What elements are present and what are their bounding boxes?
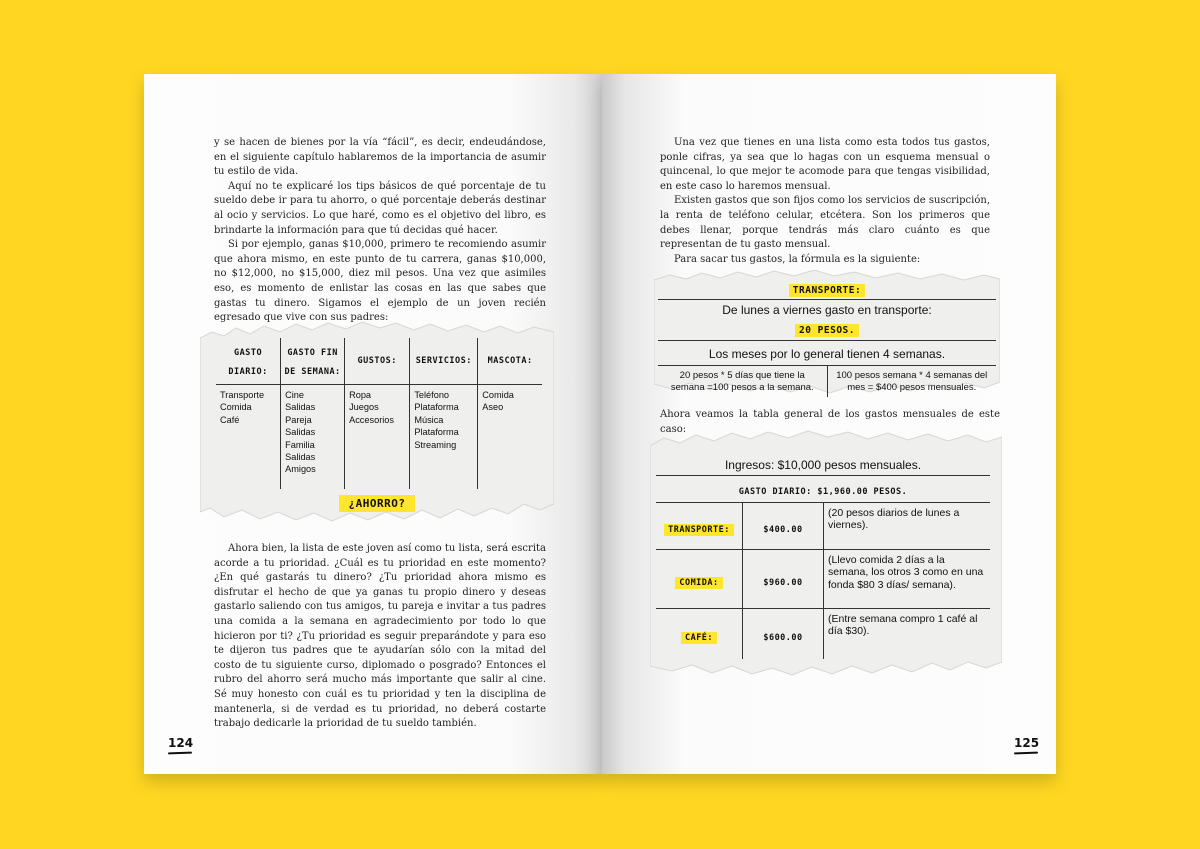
- right-intro-text: [660, 136, 990, 267]
- list-item: Salidas: [285, 427, 316, 438]
- paragraph: Ahora veamos la tabla general de los gastos mensuales de este caso:: [660, 409, 1000, 435]
- list-item: Comida: [482, 390, 514, 400]
- row-label-cell: [656, 503, 743, 550]
- list-item: Pareja: [285, 414, 312, 425]
- row-label-cell: [656, 609, 743, 660]
- row-note: (20 pesos diarios de lunes a viernes).: [824, 503, 991, 550]
- row-amount-cell: [743, 550, 824, 609]
- underline-swash: [1014, 752, 1038, 755]
- transport-paper: [654, 270, 1000, 394]
- monthly-paper: [650, 430, 1002, 678]
- col-header: MASCOTA:: [478, 338, 542, 385]
- list-item: Teléfono: [414, 390, 450, 400]
- list-item: Plataforma: [414, 427, 459, 438]
- paragraph: Si por ejemplo, ganas $10,000, primero te recomiendo asumir que ahora mismo, en este punto de tu carrera, ganas $10,000, no $12,000, no $15,000, diez mil pesos. Una vez que asimiles eso, es momento de enlistar las cosas en las que sabes que gastas tu dinero. Sigamos el ejemplo de un joven recién egresado que vive con sus padres:: [214, 239, 546, 324]
- list-item: Streaming: [414, 439, 457, 450]
- transport-line2: Los meses por lo general tienen 4 semanas.: [658, 341, 996, 366]
- list-item: Amigos: [285, 464, 316, 475]
- col-items: [410, 385, 478, 490]
- left-body-text: [214, 542, 546, 732]
- income-line: Ingresos: $10,000 pesos mensuales.: [656, 458, 990, 476]
- col-header: GUSTOS:: [345, 338, 410, 385]
- list-item: Transporte: [220, 390, 265, 400]
- col-header: GASTO DIARIO:: [216, 338, 281, 385]
- col-header: SERVICIOS:: [410, 338, 478, 385]
- row-amount-cell: [743, 503, 824, 550]
- page-number-left: 124: [168, 736, 193, 754]
- list-item: Salidas: [285, 452, 316, 463]
- list-item: Juegos: [349, 402, 379, 413]
- left-page: [144, 74, 602, 774]
- paragraph: Existen gastos que son fijos como los servicios de suscripción, la renta de teléfono celular, etcétera. Son los primeros que debes llenar, porque tendrás más claro cuánto es que representan de tu gasto mensual.: [660, 195, 990, 251]
- list-item: Música: [414, 414, 444, 425]
- row-amount-cell: [743, 609, 824, 660]
- col-header: GASTO FIN DE SEMANA:: [281, 338, 345, 385]
- table-row: [656, 550, 990, 609]
- transport-calc-left: 20 pesos * 5 días que tiene la semana =100 pesos a la semana.: [670, 370, 814, 393]
- transport-line1: De lunes a viernes gasto en transporte:: [722, 303, 932, 317]
- row-amount: $600.00: [763, 632, 803, 643]
- row-label: TRANSPORTE:: [664, 524, 734, 536]
- underline-swash: [168, 752, 192, 755]
- col-items: [216, 385, 281, 490]
- paragraph: Para sacar tus gastos, la fórmula es la siguiente:: [674, 253, 921, 265]
- transport-title: TRANSPORTE:: [789, 284, 865, 297]
- transport-amount: 20 PESOS.: [795, 324, 859, 337]
- col-items: [345, 385, 410, 490]
- transport-title-row: [658, 278, 996, 300]
- monthly-table: [656, 503, 990, 659]
- daily-total: GASTO DIARIO: $1,960.00 PESOS.: [738, 487, 908, 497]
- list-item: Accesorios: [349, 414, 395, 425]
- list-item: Ropa: [349, 390, 372, 400]
- transport-content: [658, 278, 996, 397]
- savings-label: ¿AHORRO?: [339, 495, 416, 512]
- paragraph: y se hacen de bienes por la vía “fácil”, es decir, endeudándose, en el siguiente capítulo hablaremos de la importancia de asumir tu estilo de vida.: [214, 137, 546, 178]
- list-item: Cine: [285, 390, 305, 400]
- list-item: Café: [220, 414, 240, 425]
- table-row: [656, 609, 990, 660]
- paragraph: Aquí no te explicaré los tips básicos de qué porcentaje de tu sueldo debe ir para tu ahorro, o qué porcentaje deberás destinar al ocio y servicios. Lo que haré, como es el objetivo del libro, es brindarte la información para que tú decidas qué hacer.: [214, 180, 546, 236]
- row-label: COMIDA:: [675, 577, 722, 589]
- list-item: Salidas: [285, 402, 316, 413]
- row-amount: $400.00: [763, 524, 803, 535]
- savings-label-wrap: [200, 492, 554, 511]
- table-row: [656, 503, 990, 550]
- transport-amount-row: [658, 318, 996, 341]
- row-label-cell: [656, 550, 743, 609]
- left-intro-text: [214, 136, 546, 326]
- list-item: Comida: [220, 402, 252, 413]
- row-label: CAFÉ:: [681, 632, 717, 644]
- col-items: [281, 385, 345, 490]
- row-amount: $960.00: [763, 577, 803, 588]
- paragraph: Una vez que tienes en una lista como esta todos tus gastos, ponle cifras, ya sea que lo hagas con un esquema mensual o quincenal, lo que mejor te acomode para que tengas visibilidad, en este caso lo haremos mensual.: [660, 137, 990, 192]
- expense-list-paper: [200, 320, 554, 526]
- right-page: [602, 74, 1056, 774]
- transport-calc-right: 100 pesos semana * 4 semanas del mes = $400 pesos mensuales.: [836, 370, 988, 393]
- transport-calc-row: [658, 366, 996, 397]
- expense-table: [216, 338, 542, 489]
- row-note: (Llevo comida 2 días a la semana, los otros 3 como en una fonda $80 3 días/ semana).: [824, 550, 991, 609]
- paragraph: Ahora bien, la lista de este joven así como tu lista, será escrita acorde a tu prioridad. ¿Cuál es tu prioridad en este momento? ¿En qué gastarás tu dinero? ¿Tu prioridad ahora mismo es disfrutar el hecho de que ya ganas tu propio dinero y deseas gastarlo saliendo con tus amigos, tu pareja e invitar a tus padres una comida a la semana en agradecimiento por todo lo que hicieron por ti? ¿Tu prioridad es seguir preparándote y para eso te dijeron tus padres que te ayudarían sólo con la mitad del costo de tu siguiente curso, diplomado o posgrado? Entonces el rubro del ahorro será mucho más importante que salir al cine. Sé muy honesto con cuál es tu prioridad y ten la disciplina de mantenerla, si de verdad es tu prioridad, no deberá costarte trabajo dedicarle la prioridad de tu sueldo también.: [214, 543, 546, 730]
- monthly-content: [656, 458, 990, 659]
- list-item: Aseo: [482, 402, 504, 413]
- list-item: Plataforma: [414, 402, 459, 413]
- col-items: [478, 385, 542, 490]
- list-item: Familia: [285, 439, 315, 450]
- page-number-right: 125: [1014, 736, 1039, 754]
- daily-total-row: [656, 476, 990, 503]
- row-note: (Entre semana compro 1 café al día $30).: [824, 609, 991, 660]
